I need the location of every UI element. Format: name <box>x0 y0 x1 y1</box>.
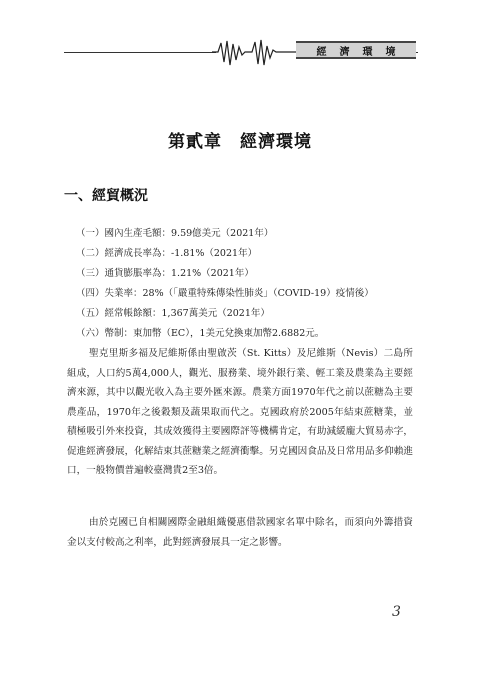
chapter-title: 第貳章 經濟環境 <box>168 132 312 152</box>
list-item: （五）經常帳餘額：1,367萬美元（2021年） <box>76 308 270 319</box>
heartbeat-wave-icon <box>212 38 296 68</box>
header-tab-char: 境 <box>385 46 396 58</box>
header-rule-left <box>64 52 216 53</box>
header-rule-right <box>416 52 418 53</box>
page-number: 3 <box>392 604 401 620</box>
header-tab-char: 經 <box>316 46 327 58</box>
body-paragraph: 由於克國已自相關國際金融組織優惠借款國家名單中除名，而須向外籌措資金以支付較高之利率，此對經濟發展具一定之影響。 <box>67 517 413 548</box>
list-item: （二）經濟成長率為：-1.81%（2021年） <box>76 248 258 259</box>
list-item: （六）幣制：東加幣（EC），1美元兌換東加幣2.6882元。 <box>76 328 325 339</box>
header-tab-char: 環 <box>362 46 373 58</box>
header-tab-char: 濟 <box>339 46 350 58</box>
list-item: （三）通貨膨脹率為：1.21%（2021年） <box>76 268 254 279</box>
list-item: （一）國內生產毛額：9.59億美元（2021年） <box>76 228 274 239</box>
section-heading: 一、經貿概況 <box>64 188 148 204</box>
body-paragraph: 聖克里斯多福及尼維斯係由聖啟茨（St. Kitts）及尼維斯（Nevis）二島所組成，人口約5萬4,000人，觀光、服務業、境外銀行業、輕工業及農業為主要經濟來源，其中以觀光收入為主要外匯來源。農業方面1970年代之前以蔗糖為主要農產品，1970年之後穀類及蔬果取而代之。克國政府於2005年結束蔗糖業，並積極吸引外來投資，其成效獲得主要國際評等機構肯定，有助減緩龐大貿易赤字，促進經濟發展，化解結束其蔗糖業之經濟衝擊。另克國因食品及日常用品多仰賴進口，一般物價普遍較臺灣貴2至3倍。 <box>67 348 413 476</box>
header-tab <box>296 41 416 59</box>
list-item: （四）失業率：28%（「嚴重特殊傳染性肺炎」（COVID-19）疫情後） <box>76 288 374 299</box>
